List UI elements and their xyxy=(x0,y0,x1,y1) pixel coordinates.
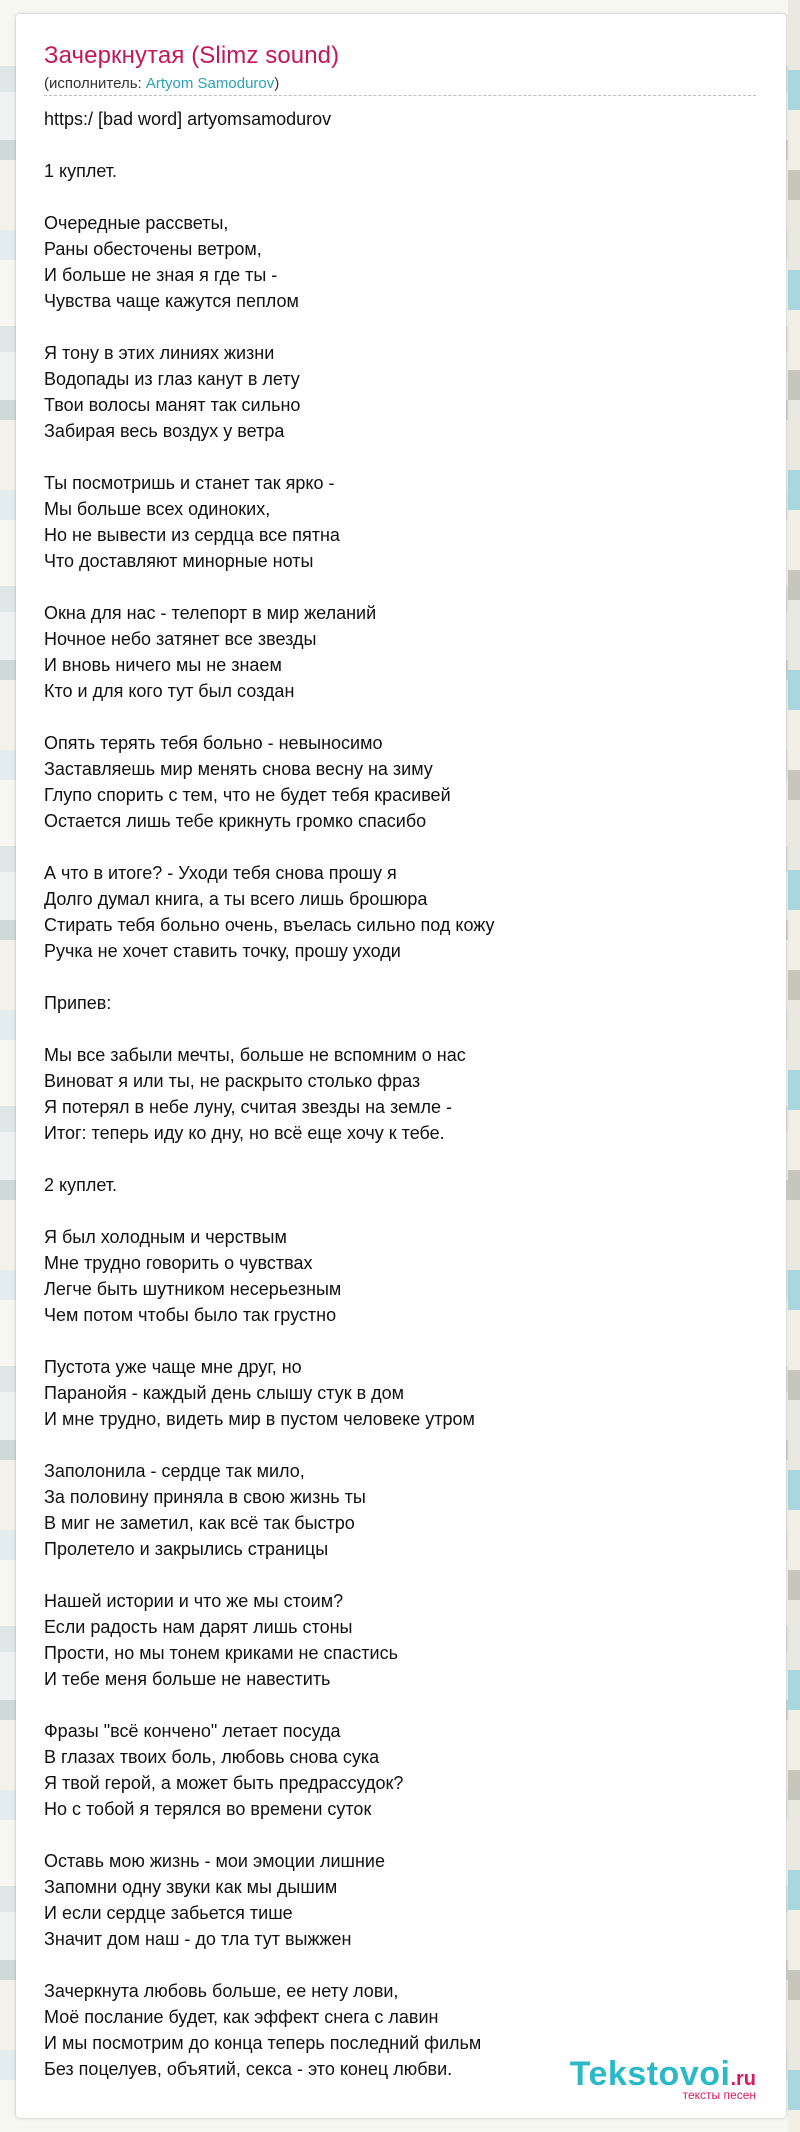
performer-line xyxy=(44,75,279,92)
song-title: Зачеркнутая (Slimz sound) xyxy=(44,42,340,69)
artist-link[interactable]: Artyom Samodurov xyxy=(145,75,275,92)
logo-domain: .ru xyxy=(730,2068,756,2090)
divider xyxy=(44,95,756,96)
performer-suffix: ) xyxy=(274,75,280,92)
performer-prefix: (исполнитель: xyxy=(44,75,146,92)
logo-text: Tekstovoi xyxy=(569,2055,731,2093)
background-stripes xyxy=(788,0,800,2132)
logo-tagline: тексты песен xyxy=(682,2088,756,2102)
lyrics-card xyxy=(16,14,786,2118)
lyrics-text: https:/ [bad word] artyomsamodurov 1 куплет. Очередные рассветы, Раны обесточены ветром, И больше не зная я где ты - Чувства чаще кажутся пеплом Я тону в этих линиях жизни Водопады из глаз канут в лету Твои волосы манят так сильно Забирая весь воздух у ветра Ты посмотришь и станет так ярко - Мы больше всех одиноких, Но не вывести из сердца все пятна Что доставляют минорные ноты Окна для нас - телепорт в мир желаний Ночное небо затянет все звезды И вновь ничего мы не знаем Кто и для кого тут был создан Опять терять тебя больно - невыносимо Заставляешь мир менять снова весну на зиму Глупо спорить с тем, что не будет тебя красивей Остается лишь тебе крикнуть громко спасибо А что в итоге? - Уходи тебя снова прошу я Долго думал книга, а ты всего лишь брошюра Стирать тебя больно очень, въелась сильно под кожу Ручка не хочет ставить точку, прошу уходи Припев: Мы все забыли мечты, больше не вспомним о нас Виноват я или ты, не раскрыто столько фраз Я потерял в небе луну, считая звезды на земле - Итог: теперь иду ко дну, но всё еще хочу к тебе. 2 куплет. Я был холодным и черствым Мне трудно говорить о чувствах Легче быть шутником несерьезным Чем потом чтобы было так грустно Пустота уже чаще мне друг, но Паранойя - каждый день слышу стук в дом И мне трудно, видеть мир в пустом человеке утром Заполонила - сердце так мило, За половину приняла в свою жизнь ты В миг не заметил, как всё так быстро Пролетело и закрылись страницы Нашей истории и что же мы стоим? Если радость нам дарят лишь стоны Прости, но мы тонем криками не спастись И тебе меня больше не навестить Фразы "всё кончено" летает посуда В глазах твоих боль, любовь снова сука Я твой герой, а может быть предрассудок? Но с тобой я терялся во времени суток Оставь мою жизнь - мои эмоции лишние Запомни одну звуки как мы дышим И если сердце забьется тише Значит дом наш - до тла тут выжжен Зачеркнута любовь больше, ее нету лови, Моё послание будет, как эффект снега с лавин И мы посмотрим до конца теперь последний фильм Без поцелуев, объятий, секса - это конец любви. xyxy=(44,109,495,2079)
site-logo[interactable] xyxy=(570,2055,756,2102)
